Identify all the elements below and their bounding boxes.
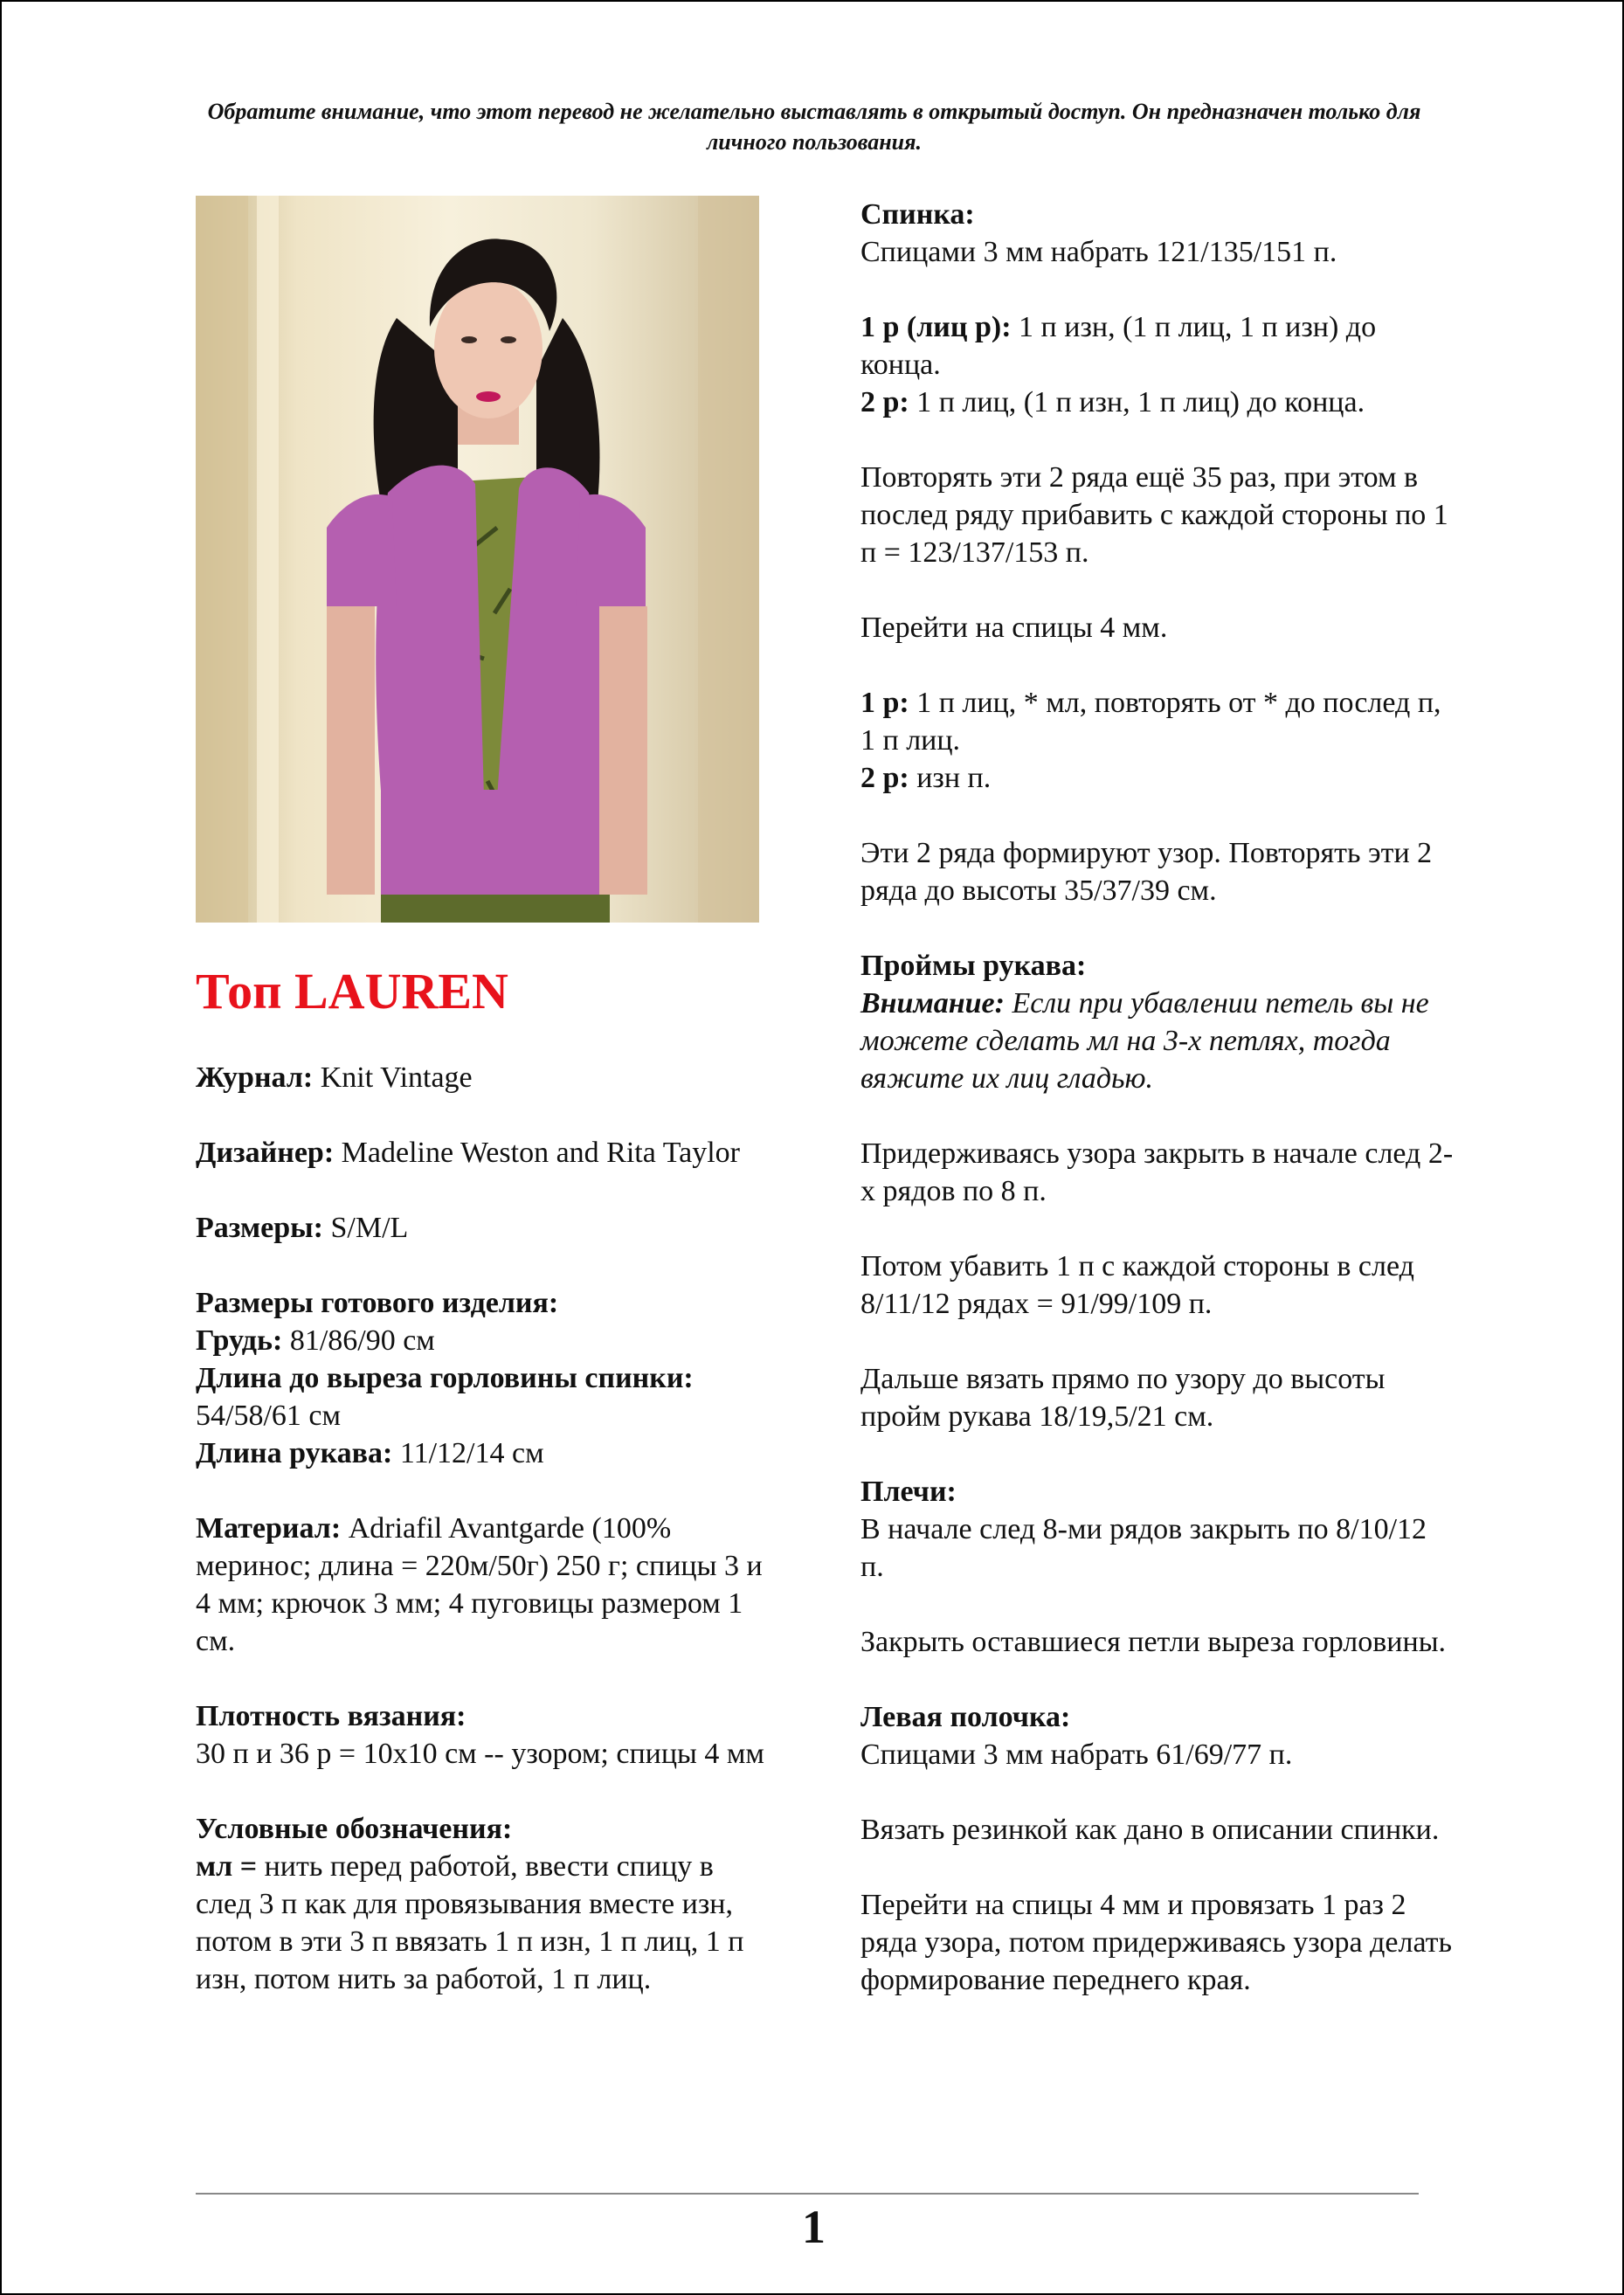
pattern-rows [860, 684, 1455, 797]
abbr-heading: Условные обозначения: [196, 1813, 513, 1845]
instructions-column [860, 196, 1455, 1999]
page-number: 1 [802, 2201, 826, 2253]
back-heading: Спинка: [860, 198, 975, 231]
sleeve-line [196, 1434, 772, 1472]
left-front-cast-on: Спицами 3 мм набрать 61/69/77 п. [860, 1739, 1293, 1771]
notice-text: Обратите внимание, что этот перевод не желательно выставлять в открытый доступ. Он предназначен только для личного пользования. [207, 99, 1421, 155]
gauge-info [196, 1697, 772, 1773]
rib-rows [860, 308, 1455, 421]
left-front-rib: Вязать резинкой как дано в описании спинки. [860, 1814, 1440, 1846]
pattern-row-1 [860, 684, 1455, 759]
pattern-row-2 [860, 759, 1455, 797]
designer-label: Дизайнер: [196, 1137, 335, 1169]
rib-row-2-text: 1 п лиц, (1 п изн, 1 п лиц) до конца. [909, 386, 1365, 418]
abbr-value: нить перед работой, ввести спицу в след 3 п как для провязывания вместе изн, потом в эти 3 п ввязать 1 п изн, 1 п лиц, 1 п изн, потом нить за работой, 1 п лиц. [196, 1850, 744, 1995]
attention-text: Если при убавлении петель вы не можете сделать мл на 3-х петлях, тогда вяжите их лиц гладью. [860, 987, 1429, 1095]
attention-label: Внимание: [860, 987, 1005, 1020]
rib-row-1 [860, 308, 1455, 384]
pattern-row-1-label: 1 р: [860, 687, 909, 719]
finished-heading: Размеры готового изделия: [196, 1287, 559, 1319]
shoulders-text: В начале след 8-ми рядов закрыть по 8/10/12 п. [860, 1513, 1427, 1583]
material-label: Материал: [196, 1512, 342, 1545]
gauge-value: 30 п и 36 р = 10х10 см -- узором; спицы 4 мм [196, 1738, 764, 1770]
pattern-row-1-text: 1 п лиц, * мл, повторять от * до послед п, 1 п лиц. [860, 687, 1441, 757]
model-photo-icon [196, 196, 759, 923]
back-change-needles: Перейти на спицы 4 мм. [860, 612, 1168, 644]
info-column [196, 1059, 772, 1998]
back-section [860, 196, 1455, 271]
pattern-note: Эти 2 ряда формируют узор. Повторять эти 2 ряда до высоты 35/37/39 см. [860, 837, 1433, 907]
abbr-term: мл = [196, 1850, 258, 1883]
back-cast-on: Спицами 3 мм набрать 121/135/151 п. [860, 236, 1337, 268]
sizes-value: S/M/L [322, 1212, 409, 1244]
armholes-decrease: Потом убавить 1 п с каждой стороны в след 8/11/12 рядах = 91/99/109 п. [860, 1250, 1414, 1320]
pattern-title: Топ LAUREN [196, 963, 508, 1020]
back-repeat: Повторять эти 2 ряда ещё 35 раз, при этом в послед ряду прибавить с каждой стороны по 1 п = 123/137/153 п. [860, 461, 1448, 569]
gauge-heading: Плотность вязания: [196, 1700, 466, 1732]
chest-value: 81/86/90 см [282, 1324, 435, 1357]
length-value: 54/58/61 см [196, 1400, 341, 1432]
sleeve-label: Длина рукава: [196, 1437, 393, 1469]
footer-divider [196, 2193, 1419, 2195]
rib-row-1-text: 1 п изн, (1 п лиц, 1 п изн) до конца. [860, 311, 1377, 381]
rib-row-2 [860, 384, 1455, 421]
designer-value: Madeline Weston and Rita Taylor [334, 1137, 740, 1169]
left-front-heading: Левая полочка: [860, 1701, 1071, 1733]
abbreviations [196, 1810, 772, 1998]
material-info [196, 1510, 772, 1660]
model-photo [196, 196, 759, 923]
rib-row-2-label: 2 р: [860, 386, 909, 418]
chest-label: Грудь: [196, 1324, 283, 1357]
journal-value: Knit Vintage [313, 1061, 473, 1094]
shoulders-neck: Закрыть оставшиеся петли выреза горловины. [860, 1626, 1447, 1658]
sleeve-value: 11/12/14 см [392, 1437, 544, 1469]
journal-info [196, 1059, 772, 1096]
armholes-continue: Дальше вязать прямо по узору до высоты пройм рукава 18/19,5/21 см. [860, 1363, 1386, 1433]
finished-measurements [196, 1284, 772, 1472]
chest-line [196, 1322, 772, 1359]
journal-label: Журнал: [196, 1061, 314, 1094]
designer-info [196, 1134, 772, 1172]
sizes-info [196, 1209, 772, 1247]
rib-row-1-label: 1 р (лиц р): [860, 311, 1012, 343]
length-label: Длина до выреза горловины спинки: [196, 1362, 694, 1394]
shoulders-heading: Плечи: [860, 1476, 957, 1508]
material-value: Adriafil Avantgarde (100% меринос; длина = 220м/50г) 250 г; спицы 3 и 4 мм; крючок 3 мм; 4 пуговицы размером 1 см. [196, 1512, 763, 1657]
pattern-row-2-label: 2 р: [860, 762, 909, 794]
shoulders-section [860, 1473, 1455, 1586]
armholes-bind-off: Придерживаясь узора закрыть в начале след 2-х рядов по 8 п. [860, 1137, 1454, 1207]
sizes-label: Размеры: [196, 1212, 323, 1244]
left-front-section [860, 1698, 1455, 1773]
armholes-section [860, 947, 1455, 1097]
armholes-heading: Проймы рукава: [860, 950, 1087, 982]
left-front-continue: Перейти на спицы 4 мм и провязать 1 раз 2 ряда узора, потом придерживаясь узора делать формирование переднего края. [860, 1889, 1453, 1996]
pattern-row-2-text: изн п. [909, 762, 992, 794]
